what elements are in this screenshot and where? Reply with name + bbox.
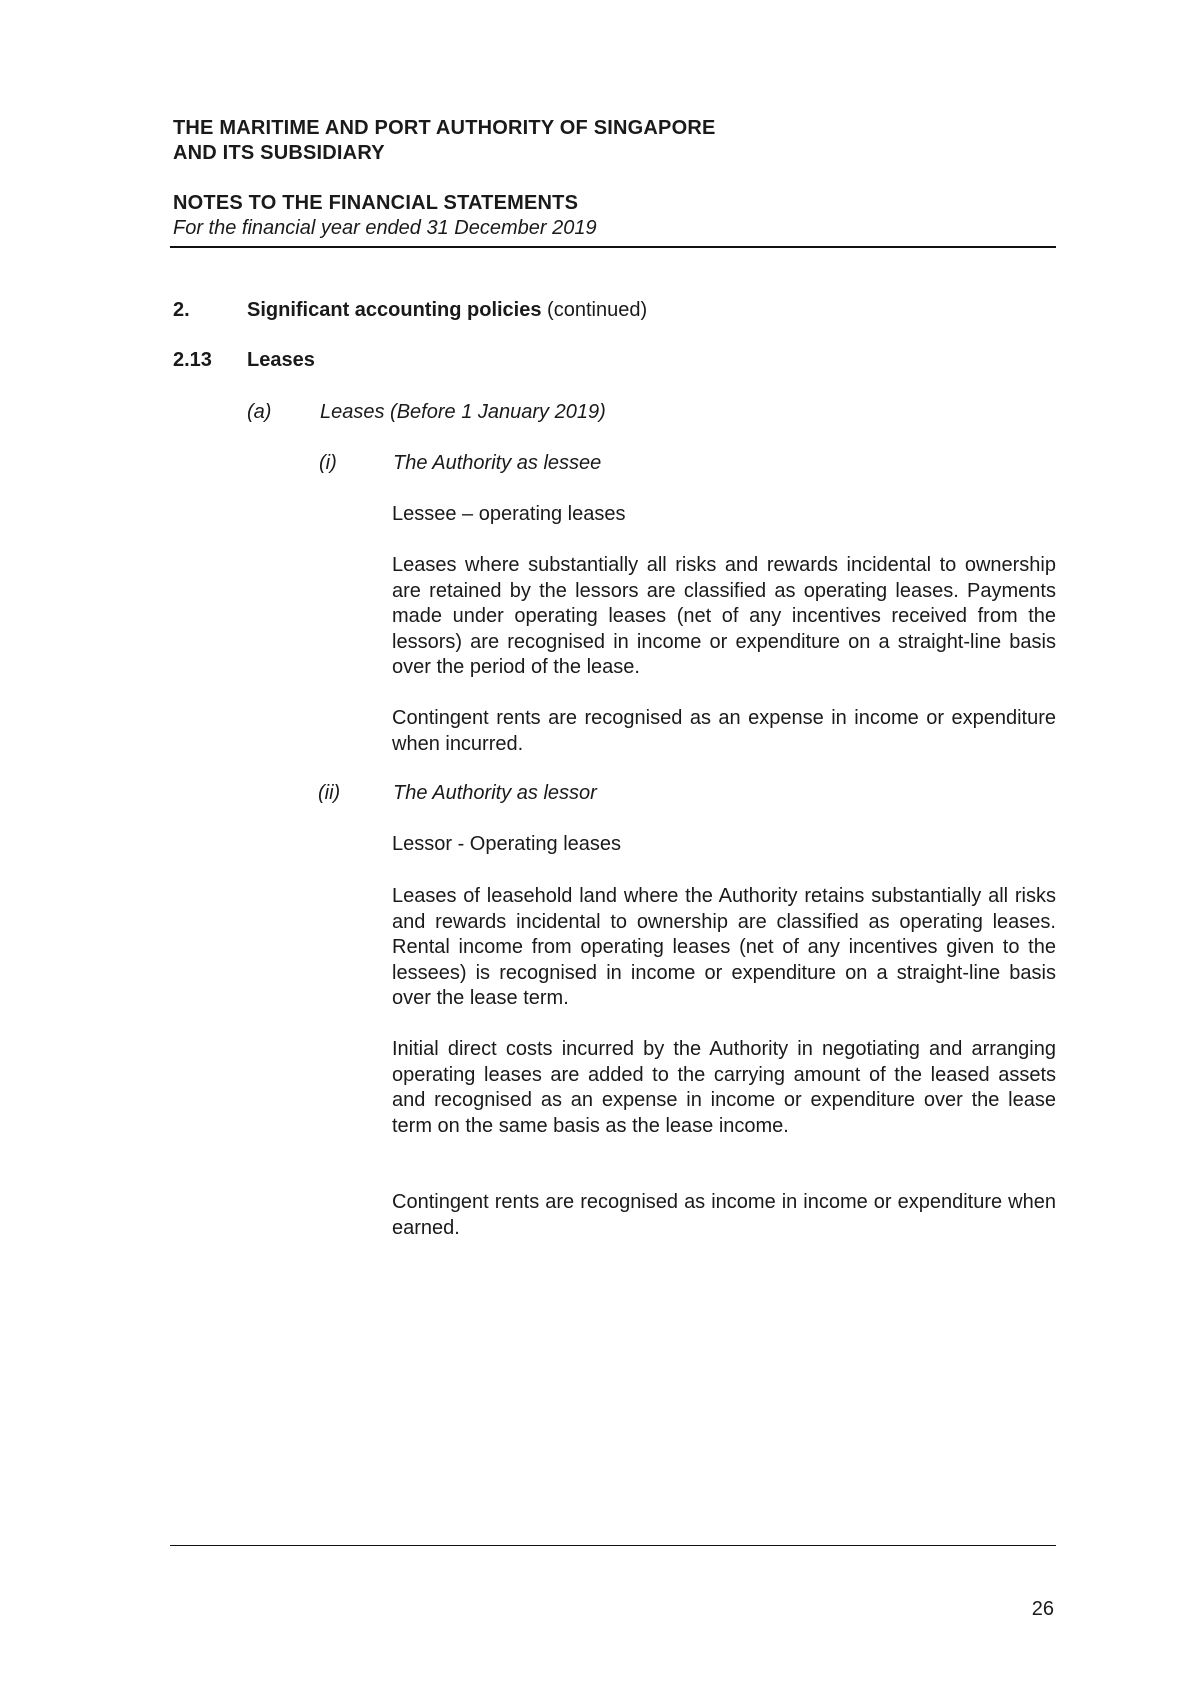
subsection-title: Leases xyxy=(247,349,315,371)
header-divider xyxy=(170,246,1056,248)
reporting-period: For the financial year ended 31 December 2019 xyxy=(173,217,597,239)
organization-name-line2: AND ITS SUBSIDIARY xyxy=(173,142,385,164)
footer-divider xyxy=(170,1545,1056,1546)
part-ii-title: The Authority as lessor xyxy=(393,782,597,804)
subsection-number: 2.13 xyxy=(173,349,212,371)
section-title: Significant accounting policies xyxy=(247,299,542,321)
part-i-paragraph-1: Leases where substantially all risks and rewards incidental to ownership are retained by the lessors are classified as operating leases. Payments made under operating leases (net of any incentives received from the lessors) are recognised in income or expenditure on a straight-line basis over the period of the lease. xyxy=(392,554,1056,678)
part-a-label: (a) xyxy=(247,401,272,423)
part-ii-paragraph-1: Leases of leasehold land where the Authority retains substantially all risks and rewards incidental to ownership are classified as operating leases. Rental income from operating leases (net of any incentives given to the lessees) is recognised in income or expenditure on a straight-line basis over the lease term. xyxy=(392,885,1056,1009)
section-number: 2. xyxy=(173,299,190,321)
part-ii-subheading: Lessor - Operating leases xyxy=(392,833,622,855)
part-i-paragraph-2: Contingent rents are recognised as an expense in income or expenditure when incurred. xyxy=(392,707,1056,755)
part-a-title: Leases (Before 1 January 2019) xyxy=(320,401,606,423)
section-suffix: (continued) xyxy=(547,299,648,321)
part-ii-paragraph-2: Initial direct costs incurred by the Authority in negotiating and arranging operating leases are added to the carrying amount of the leased assets and recognised as an expense in income or expenditure over the lease term on the same basis as the lease income. xyxy=(392,1038,1056,1137)
part-i-subheading: Lessee – operating leases xyxy=(392,503,626,525)
section-heading xyxy=(247,298,647,324)
page-number: 26 xyxy=(1031,1598,1054,1620)
organization-name-line1: THE MARITIME AND PORT AUTHORITY OF SINGAPORE xyxy=(173,117,716,139)
part-i-label: (i) xyxy=(319,452,337,474)
part-ii-paragraph-3: Contingent rents are recognised as income in income or expenditure when earned. xyxy=(392,1191,1056,1239)
part-ii-label: (ii) xyxy=(318,782,341,804)
document-title: NOTES TO THE FINANCIAL STATEMENTS xyxy=(173,192,579,214)
part-i-title: The Authority as lessee xyxy=(393,452,602,474)
